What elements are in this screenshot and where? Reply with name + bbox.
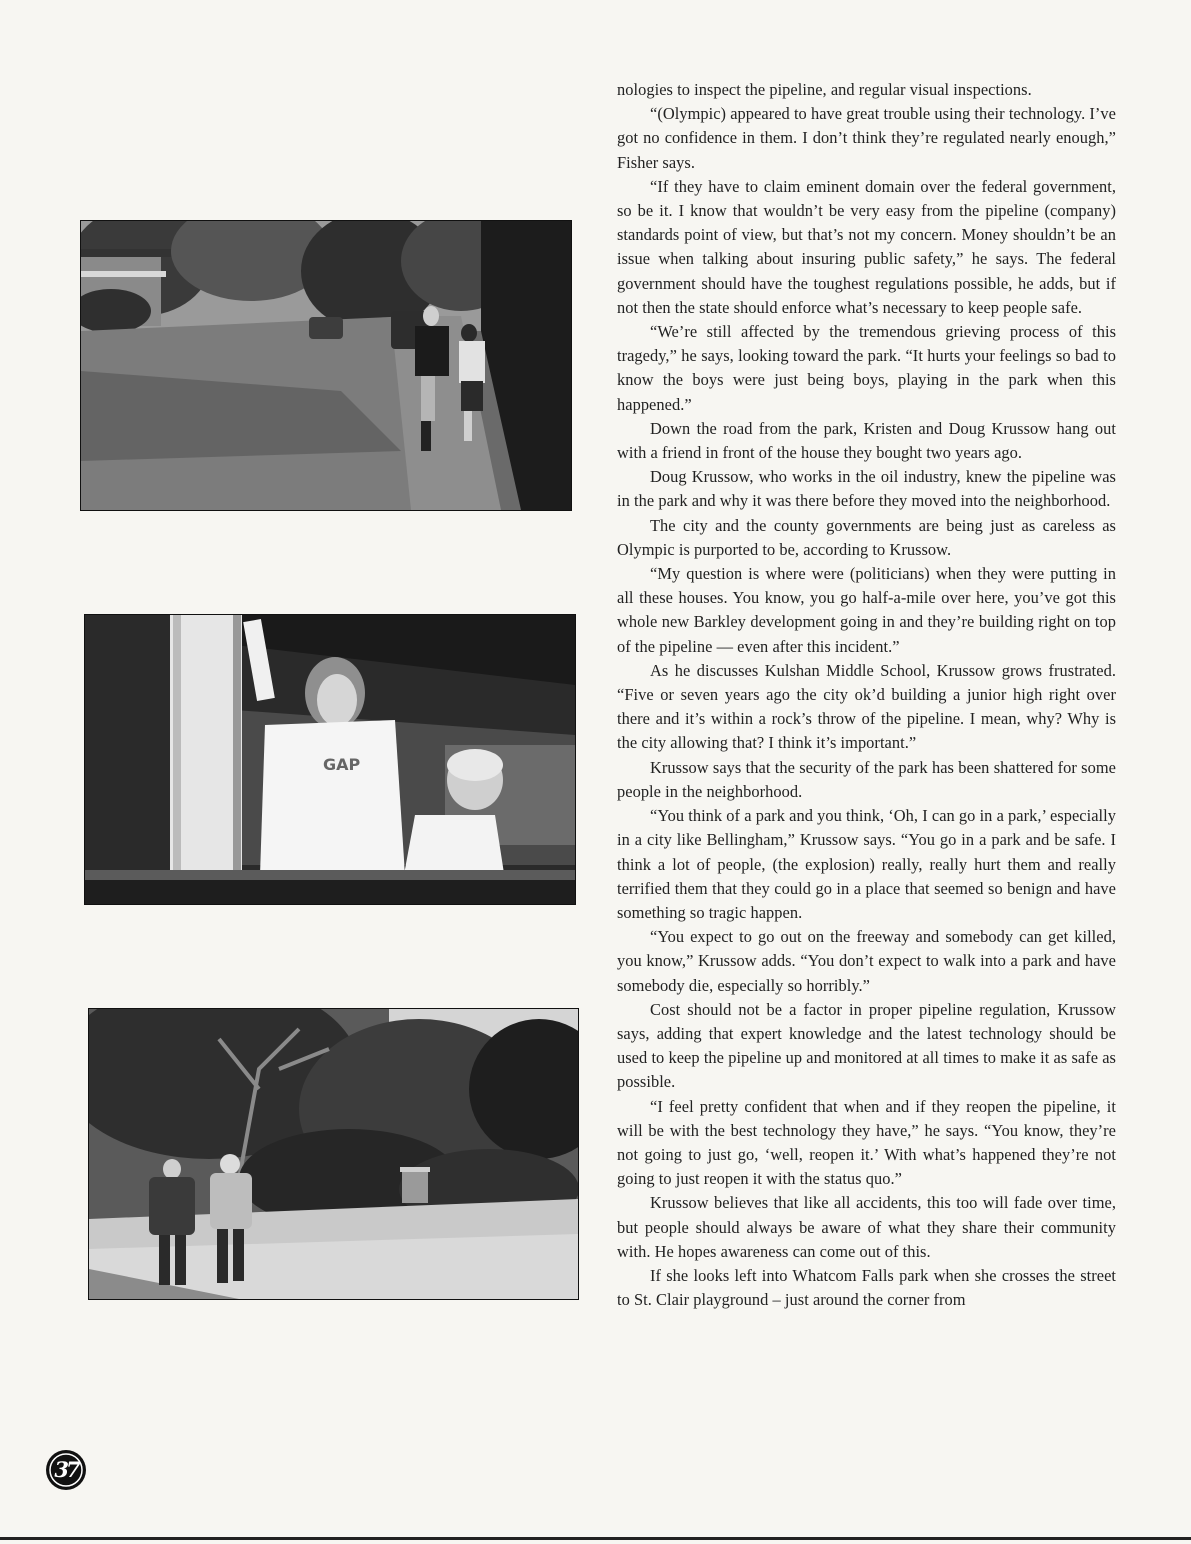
paragraph: “If they have to claim eminent domain over the federal government, so be it. I know that wouldn’t be very easy from the pipeline (company) standards point of view, but that’s not my concern. Money shouldn’t be an issue when talking about insuring public safety,” he says. The federal government should have the toughest regulations possible, he adds, but if not then the state should enforce what’s necessary to keep people safe. (617, 176, 1116, 317)
photo-children-waving (85, 615, 575, 904)
paragraph: “I feel pretty confident that when and if they reopen the pipeline, it will be with the best technology they have,” he says. “You know, they’re not going to just go, ‘well, reopen it.’ With what’s happened they’re not going to just reopen it with the status quo.” (617, 1096, 1116, 1189)
paragraph: nologies to inspect the pipeline, and regular visual inspections. (617, 80, 1032, 99)
bottom-rule (0, 1537, 1191, 1540)
article-column (617, 78, 1116, 1312)
paragraph: Cost should not be a factor in proper pipeline regulation, Krussow says, adding that expert knowledge and the latest technology should be used to keep the pipeline up and monitored at all times to make it as safe as possible. (617, 999, 1116, 1092)
photo-street-children (81, 221, 571, 510)
paragraph: “We’re still affected by the tremendous grieving process of this tragedy,” he says, looking toward the park. “It hurts your feelings so bad to know the boys were just being boys, playing in the park when this happened.” (617, 322, 1116, 414)
paragraph: If she looks left into Whatcom Falls park when she crosses the street to St. Clair playground – just around the corner from (617, 1265, 1116, 1310)
paragraph: Down the road from the park, Kristen and Doug Krussow hang out with a friend in front of the house they bought two years ago. (617, 418, 1116, 463)
shirt-logo: GAP (323, 755, 361, 774)
paragraph: “You expect to go out on the freeway and somebody can get killed, you know,” Krussow adds. “You don’t expect to walk into a park and have somebody die, especially so horribly.” (617, 927, 1116, 995)
paragraph: “My question is where were (politicians) when they were putting in all these houses. You know, you go half-a-mile over here, you’ve got this whole new Barkley development going in and they’re building right on top of the pipeline — even after this incident.” (617, 564, 1116, 656)
paragraph: “You think of a park and you think, ‘Oh, I can go in a park,’ especially in a city like Bellingham,” Krussow says. “You go in a park and be safe. I think a lot of people, (the explosion) really, really hurt them and really terrified them that they could go in a place that seemed so benign and have something so tragic happen. (617, 806, 1116, 922)
paragraph: “(Olympic) appeared to have great trouble using their technology. I’ve got no confidence in them. I don’t think they’re regulated nearly enough,” Fisher says. (617, 104, 1116, 172)
paragraph: Krussow says that the security of the park has been shattered for some people in the neighborhood. (617, 757, 1116, 801)
paragraph: As he discusses Kulshan Middle School, Krussow grows frustrated. “Five or seven years ago the city ok’d building a junior high right over there and it’s within a rock’s throw of the pipeline. I mean, why? Why is the city allowing that? I think it’s important.” (617, 660, 1116, 753)
paragraph: The city and the county governments are being just as careless as Olympic is purported to be, according to Krussow. (617, 515, 1116, 559)
paragraph: Doug Krussow, who works in the oil industry, knew the pipeline was in the park and why it was there before they moved into the neighborhood. (617, 467, 1116, 511)
page-number-badge (44, 1448, 88, 1492)
paragraph: Krussow believes that like all accidents, this too will fade over time, but people should always be aware of what they share their community with. He hopes awareness can come out of this. (617, 1193, 1116, 1261)
page-number: 37 (54, 1457, 78, 1482)
photo-couple-walking (89, 1009, 578, 1299)
